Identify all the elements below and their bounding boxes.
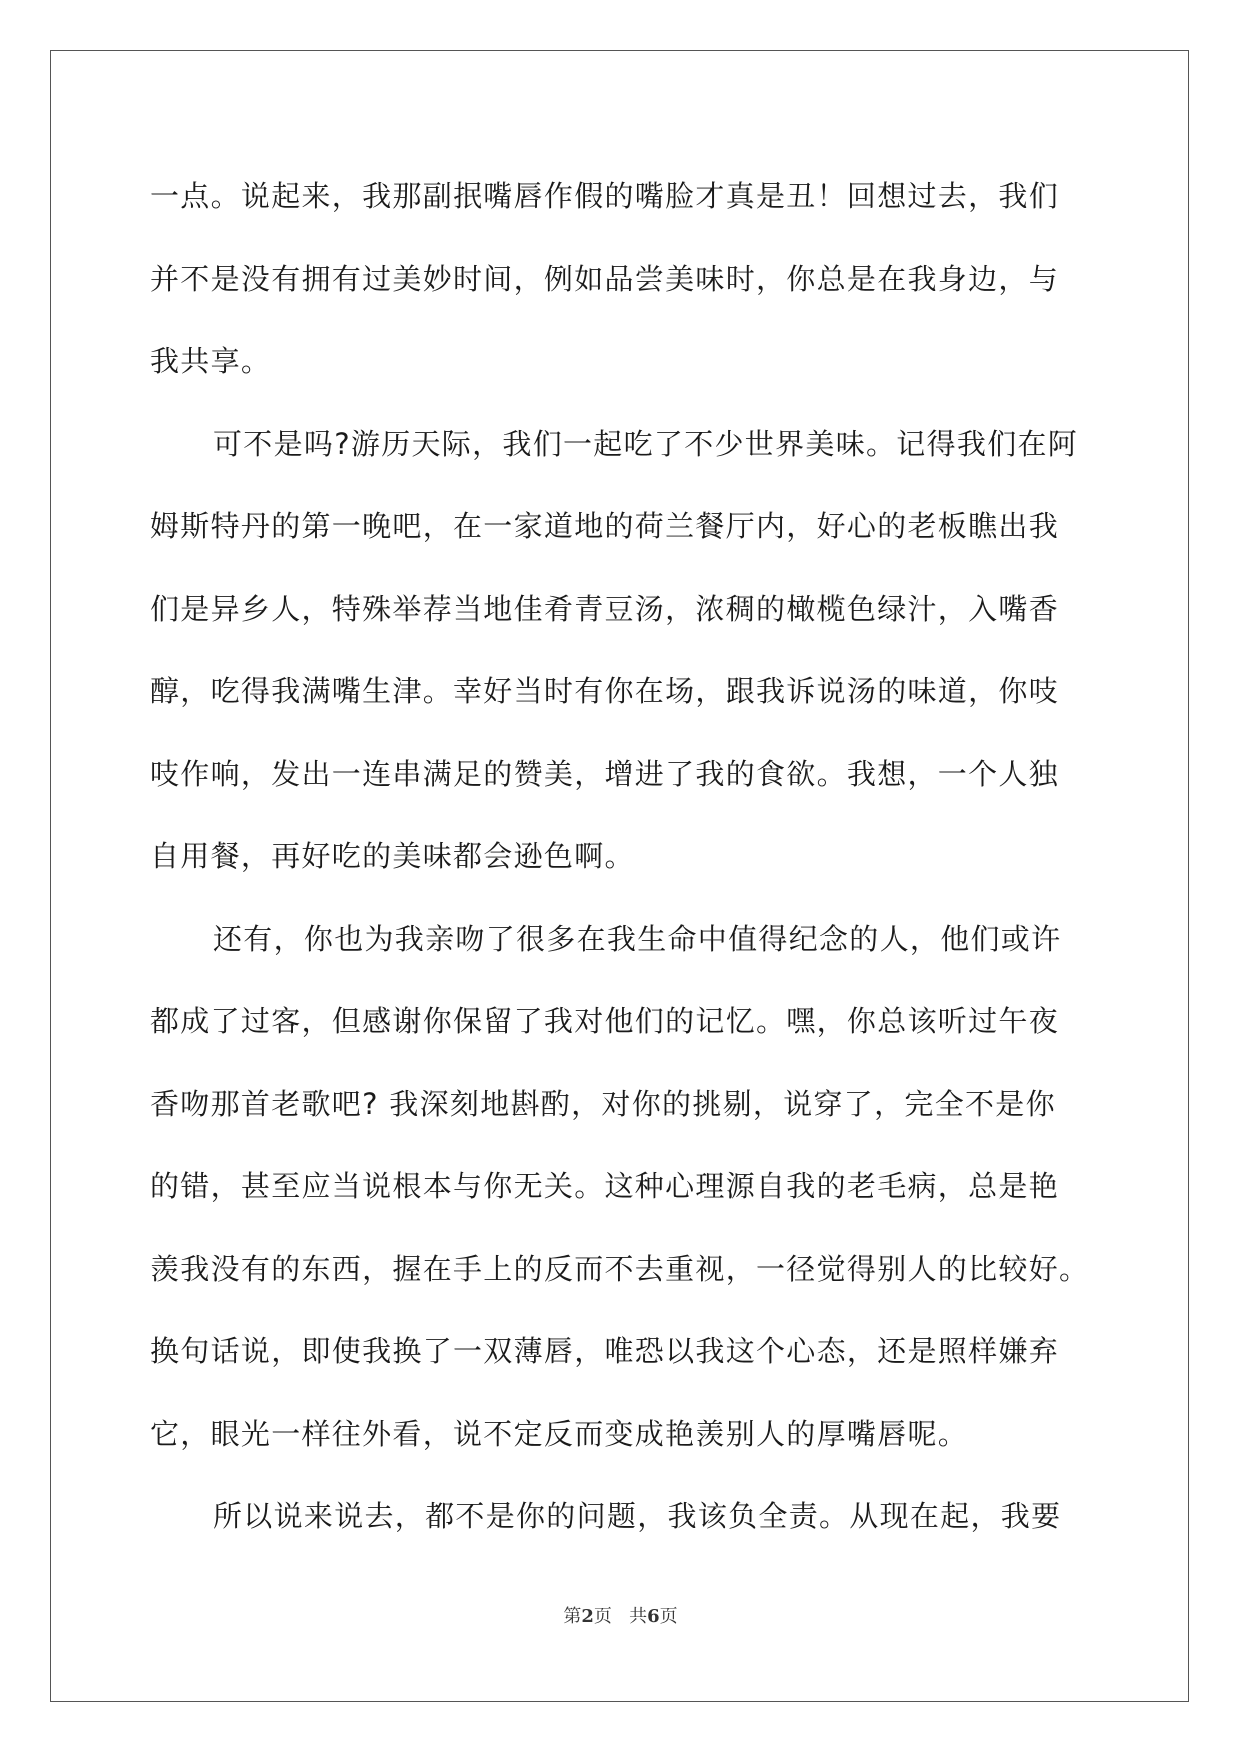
text-line: 香吻那首老歌吧? 我深刻地斟酌，对你的挑剔，说穿了，完全不是你 [150, 1086, 1056, 1121]
text-line: 它，眼光一样往外看，说不定反而变成艳羡别人的厚嘴唇呢。 [150, 1416, 969, 1451]
text-line: 一点。说起来，我那副抿嘴唇作假的嘴脸才真是丑！回想过去，我们 [150, 179, 1060, 213]
text-line: 们是异乡人，特殊举荐当地佳肴青豆汤，浓稠的橄榄色绿汁，入嘴香 [150, 591, 1060, 626]
footer-total-pages: 6 [647, 1606, 660, 1627]
text-line: 都成了过客，但感谢你保留了我对他们的记忆。嘿，你总该听过午夜 [150, 1004, 1060, 1038]
footer-total-prefix: 共 [629, 1606, 648, 1627]
text-line: 羡我没有的东西，握在手上的反而不去重视，一径觉得别人的比较好。 [150, 1251, 1090, 1286]
body-text [150, 155, 1100, 1558]
text-line: 所以说来说去，都不是你的问题，我该负全责。从现在起，我要 [213, 1499, 1062, 1533]
text-line: 吱作响，发出一连串满足的赞美，增进了我的食欲。我想，一个人独 [150, 756, 1060, 791]
text-line: 换句话说，即使我换了一双薄唇，唯恐以我这个心态，还是照样嫌弃 [150, 1334, 1060, 1368]
text-line: 醇，吃得我满嘴生津。幸好当时有你在场，跟我诉说汤的味道，你吱 [150, 674, 1060, 708]
footer-page-suffix: 页 [593, 1606, 612, 1627]
text-line: 还有，你也为我亲吻了很多在我生命中值得纪念的人，他们或许 [213, 921, 1062, 956]
text-line: 可不是吗?游历天际，我们一起吃了不少世界美味。记得我们在阿 [213, 426, 1079, 461]
footer-total-suffix: 页 [659, 1606, 678, 1627]
footer-page-prefix: 第 [563, 1606, 582, 1627]
text-line: 并不是没有拥有过美妙时间，例如品尝美味时，你总是在我身边，与 [150, 261, 1060, 296]
text-line: 的错，甚至应当说根本与你无关。这种心理源自我的老毛病，总是艳 [150, 1169, 1060, 1203]
text-line: 姆斯特丹的第一晚吧，在一家道地的荷兰餐厅内，好心的老板瞧出我 [150, 509, 1060, 543]
page-footer [0, 1602, 1241, 1628]
text-line: 自用餐，再好吃的美味都会逊色啊。 [150, 839, 635, 873]
footer-current-page: 2 [581, 1606, 594, 1627]
text-line: 我共享。 [150, 344, 272, 378]
